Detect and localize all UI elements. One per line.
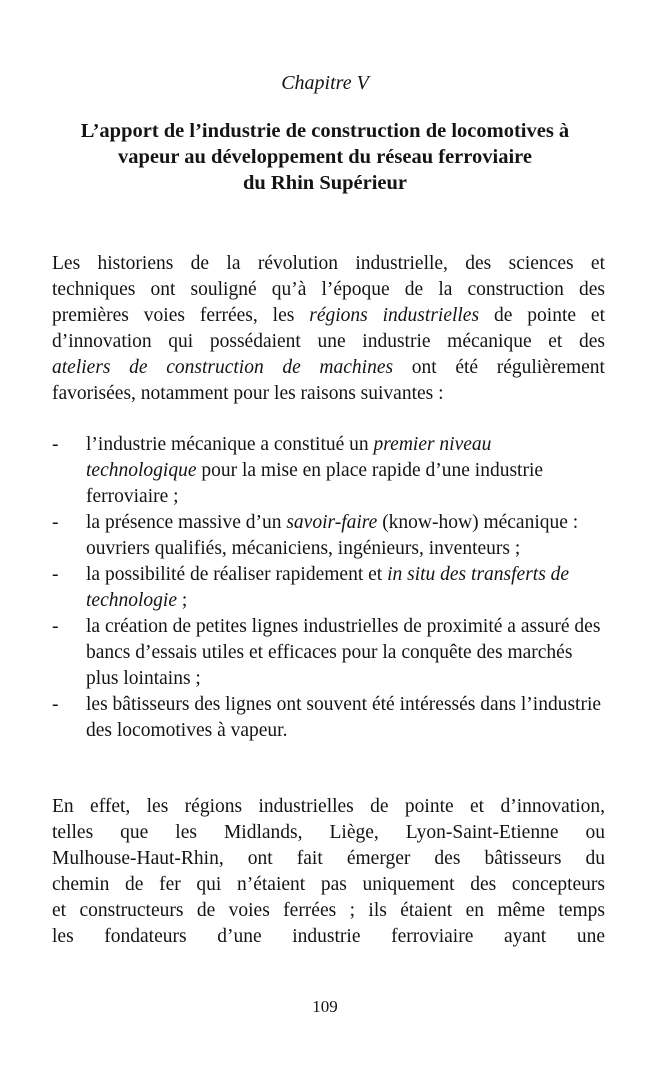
dash-bullet: -: [52, 616, 59, 637]
emphasis-text: in situ des transferts de technologie: [86, 564, 570, 611]
paragraph-line: Mulhouse-Haut-Rhin, ont fait émerger des bâtisseurs du: [52, 848, 605, 869]
page-number: 109: [312, 997, 338, 1016]
chapter-title: [40, 118, 610, 196]
chapter-heading: Chapitre V: [281, 72, 369, 94]
text-run: (know-how) mécanique : ouvriers qualifiés, mécaniciens, ingénieurs, inventeurs ;: [86, 512, 579, 559]
text-run: l’industrie mécanique a constitué un: [86, 434, 374, 455]
emphasis-text: premier niveau technologique: [86, 434, 492, 481]
paragraph-line: techniques ont souligné qu’à l’époque de la construction des: [52, 279, 605, 300]
text-run: la création de petites lignes industrielles de proximité a assuré des bancs d’essais utiles et efficaces pour la conquête des marchés plus lointains ;: [86, 616, 601, 689]
emphasis-text: ateliers de construction de machines: [52, 357, 394, 378]
text-run: pour la mise en place rapide d’une industrie ferroviaire ;: [86, 460, 544, 507]
chapter-title-line: du Rhin Supérieur: [242, 172, 408, 194]
text-run: la présence massive d’un: [86, 512, 287, 533]
paragraph-line: les fondateurs d’une industrie ferroviaire ayant une: [52, 926, 605, 947]
paragraph-line: En effet, les régions industrielles de pointe et d’innovation,: [52, 796, 605, 817]
emphasis-text: régions industrielles: [309, 305, 480, 326]
dash-bullet: -: [52, 434, 59, 455]
intro-paragraph: [52, 251, 605, 407]
text-run: de pointe et: [479, 305, 605, 326]
paragraph-line: Les historiens de la révolution industrielle, des sciences et: [52, 253, 605, 274]
list-item: [52, 692, 605, 744]
text-run: les bâtisseurs des lignes ont souvent été intéressés dans l’industrie des locomotives à vapeur.: [86, 694, 602, 741]
reasons-list: [52, 432, 605, 744]
paragraph-line: telles que les Midlands, Liège, Lyon-Saint-Etienne ou: [52, 822, 605, 843]
chapter-title-line: L’apport de l’industrie de construction de locomotives à: [80, 120, 570, 142]
text-run: ont été régulièrement: [393, 357, 605, 378]
closing-paragraph: [52, 794, 605, 950]
paragraph-line: favorisées, notamment pour les raisons suivantes :: [52, 383, 444, 404]
paragraph-line: d’innovation qui possédaient une industrie mécanique et des: [52, 331, 605, 352]
dash-bullet: -: [52, 512, 59, 533]
paragraph-line: [52, 355, 605, 381]
paragraph-line: chemin de fer qui n’étaient pas uniquement des concepteurs: [52, 874, 605, 895]
dash-bullet: -: [52, 564, 59, 585]
text-run: ;: [176, 590, 188, 611]
text-run: la possibilité de réaliser rapidement et: [86, 564, 388, 585]
list-item: [52, 510, 605, 562]
emphasis-text: savoir-faire: [286, 512, 378, 533]
list-item: [52, 614, 605, 692]
list-item: [52, 432, 605, 510]
chapter-title-line: vapeur au développement du réseau ferroviaire: [118, 146, 532, 168]
list-item: [52, 562, 605, 614]
dash-bullet: -: [52, 694, 59, 715]
paragraph-line: [52, 303, 605, 329]
paragraph-line: et constructeurs de voies ferrées ; ils étaient en même temps: [52, 900, 605, 921]
text-run: premières voies ferrées, les: [52, 305, 310, 326]
